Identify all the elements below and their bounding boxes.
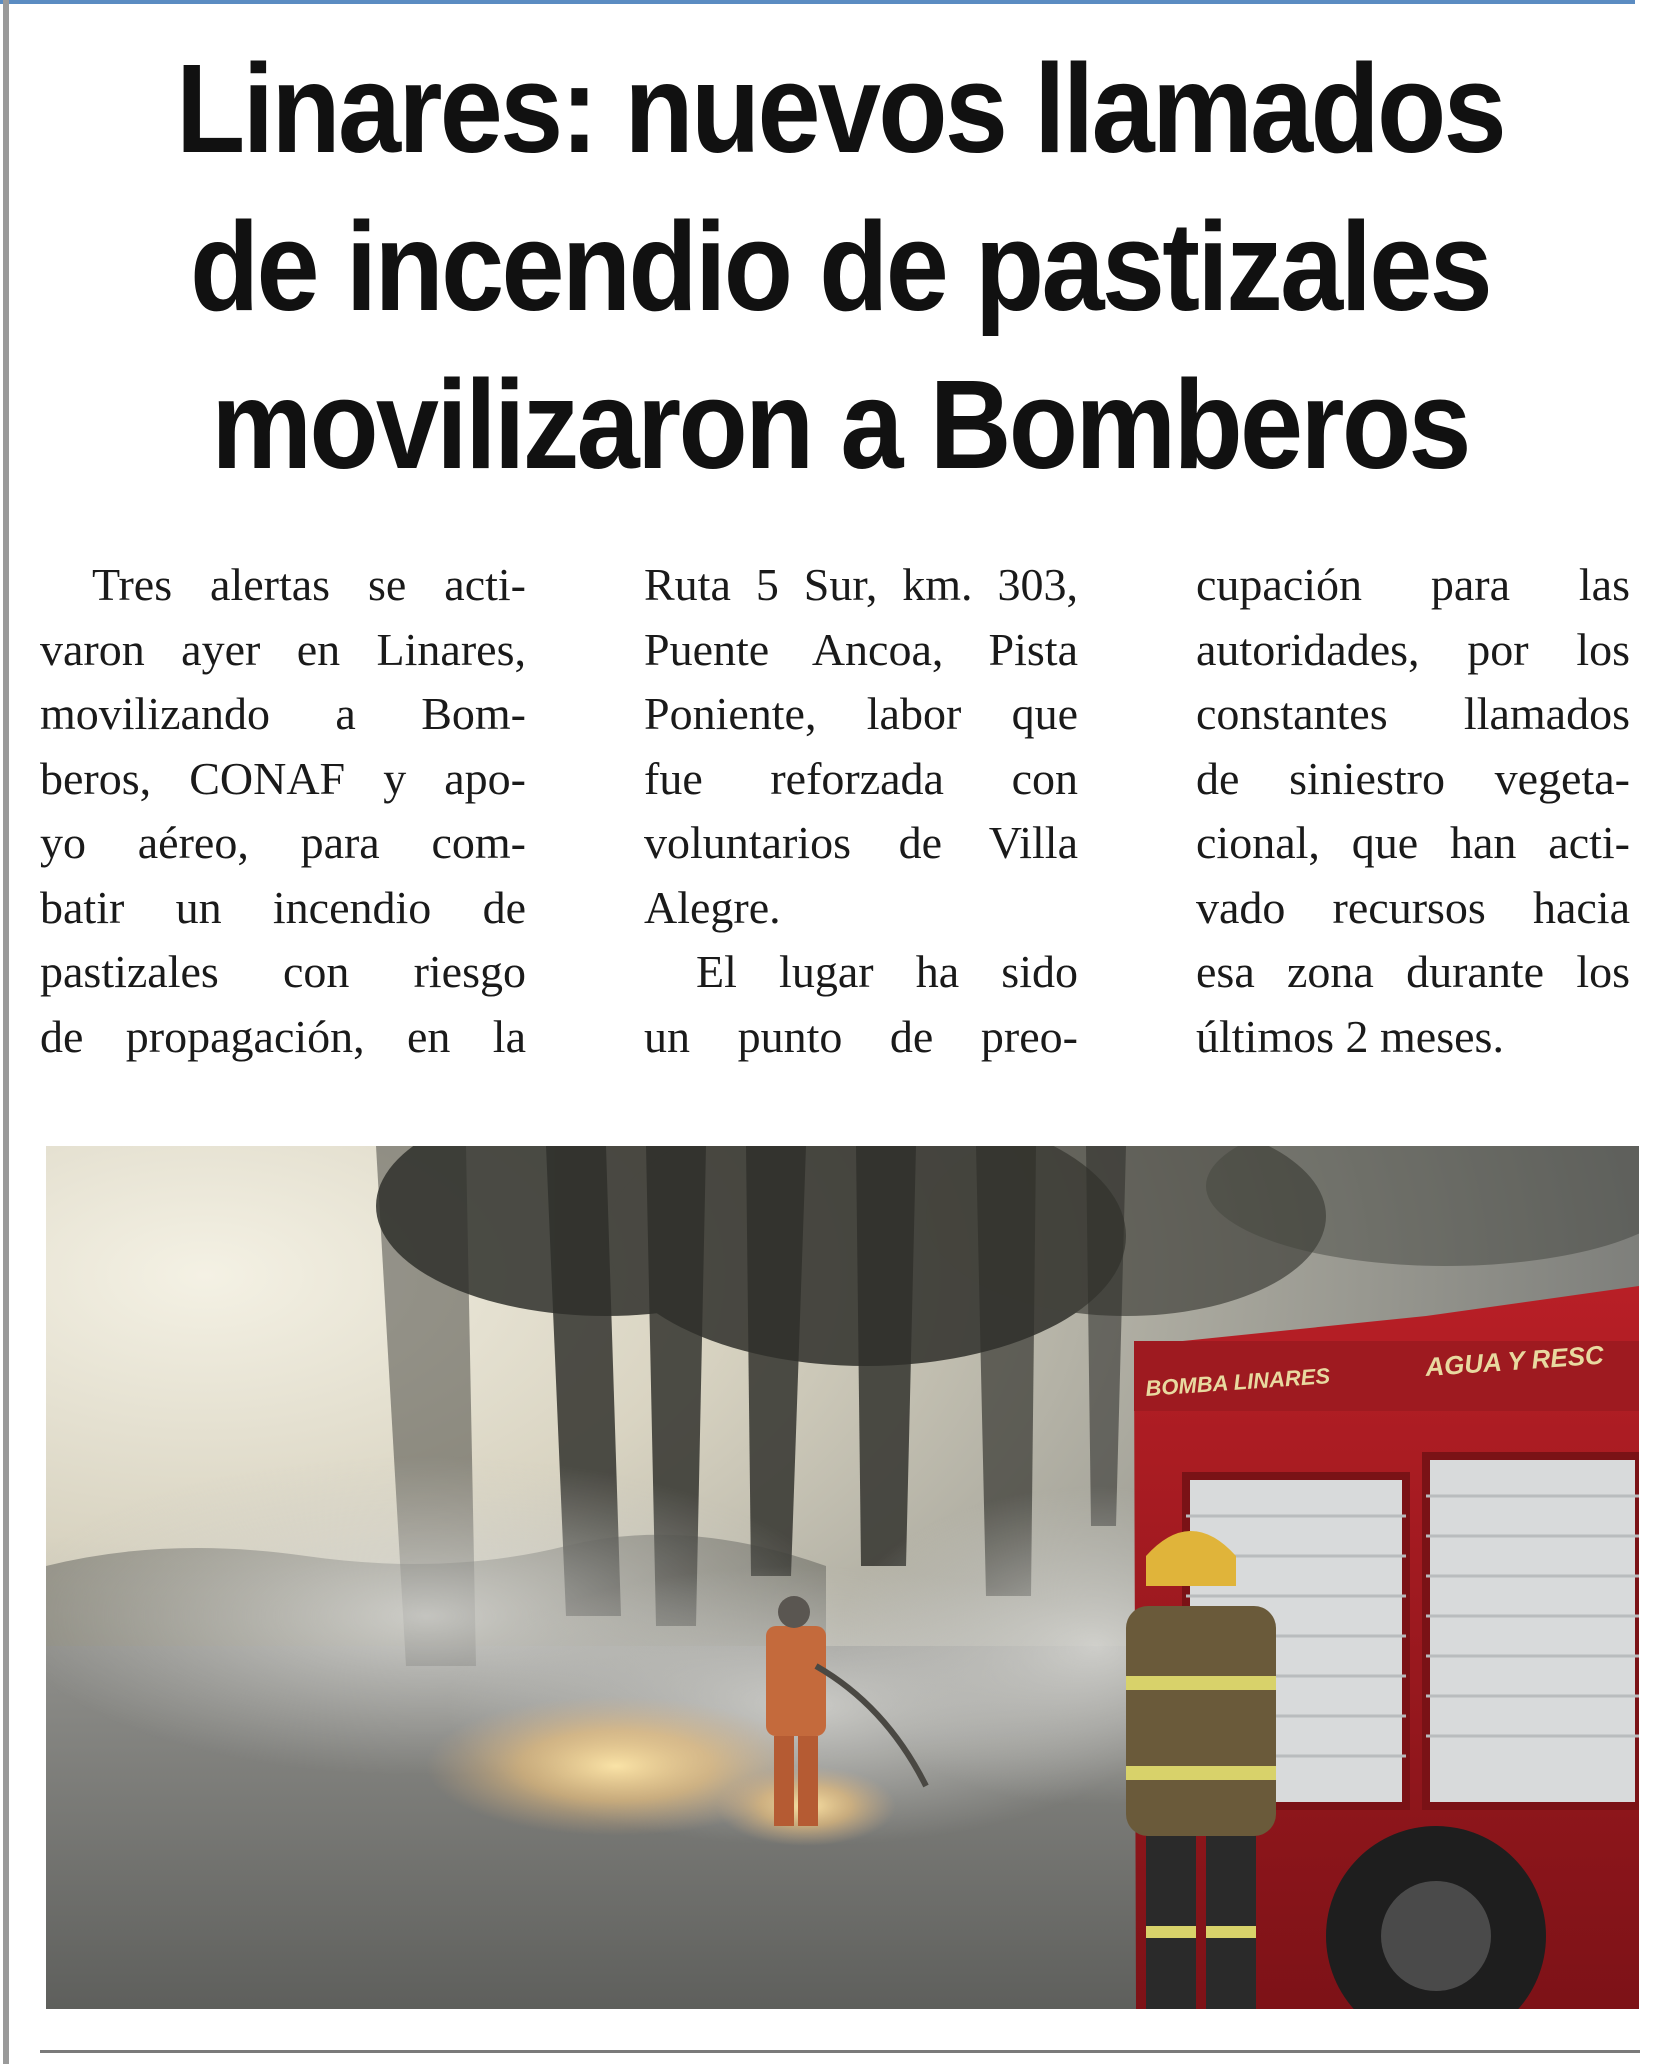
headline-line: movilizaron a Bomberos xyxy=(211,354,1469,495)
text-line: voluntarios de Villa xyxy=(644,817,1078,868)
text-line: esa zona durante los xyxy=(1196,946,1630,997)
text-line: últimos 2 meses. xyxy=(1196,1010,1504,1062)
text-line: El lugar ha sido xyxy=(696,946,1078,997)
headline-line: de incendio de pastizales xyxy=(189,196,1490,337)
text-line: de propagación, en la xyxy=(40,1010,526,1062)
text-line: autoridades, por los xyxy=(1196,623,1630,675)
truck-label-right: AGUA Y RESC xyxy=(1424,1339,1605,1382)
text-line: Alegre. xyxy=(644,881,781,933)
article-column-1 xyxy=(40,553,526,1069)
text-line: Tres alertas se acti- xyxy=(92,559,526,610)
text-line: Poniente, labor que xyxy=(644,688,1078,739)
bottom-border-rule xyxy=(40,2050,1640,2053)
article-column-3 xyxy=(1196,553,1630,1069)
text-line: cional, que han acti- xyxy=(1196,817,1630,868)
headline-line: Linares: nuevos llamados xyxy=(176,38,1504,179)
text-line: varon ayer en Linares, xyxy=(40,623,526,675)
text-line: fue reforzada con xyxy=(644,752,1078,804)
text-line: Puente Ancoa, Pista xyxy=(644,623,1078,675)
truck-label-left: BOMBA LINARES xyxy=(1144,1363,1331,1401)
text-line: pastizales con riesgo xyxy=(40,946,526,997)
text-line: yo aéreo, para com- xyxy=(40,817,526,868)
text-line: de siniestro vegeta- xyxy=(1196,752,1630,804)
article-column-2 xyxy=(644,553,1078,1069)
left-border-rule xyxy=(3,0,9,2064)
text-line: vado recursos hacia xyxy=(1196,881,1630,933)
article-photo xyxy=(46,1146,1639,2009)
top-border-rule xyxy=(0,0,1635,4)
text-line: movilizando a Bom- xyxy=(40,688,526,739)
text-line: un punto de preo- xyxy=(644,1010,1078,1062)
text-line: constantes llamados xyxy=(1196,688,1630,739)
text-line: Ruta 5 Sur, km. 303, xyxy=(644,559,1078,610)
text-line: beros, CONAF y apo- xyxy=(40,752,526,804)
article-headline xyxy=(120,30,1560,504)
text-line: cupación para las xyxy=(1196,559,1630,610)
text-line: batir un incendio de xyxy=(40,881,526,933)
